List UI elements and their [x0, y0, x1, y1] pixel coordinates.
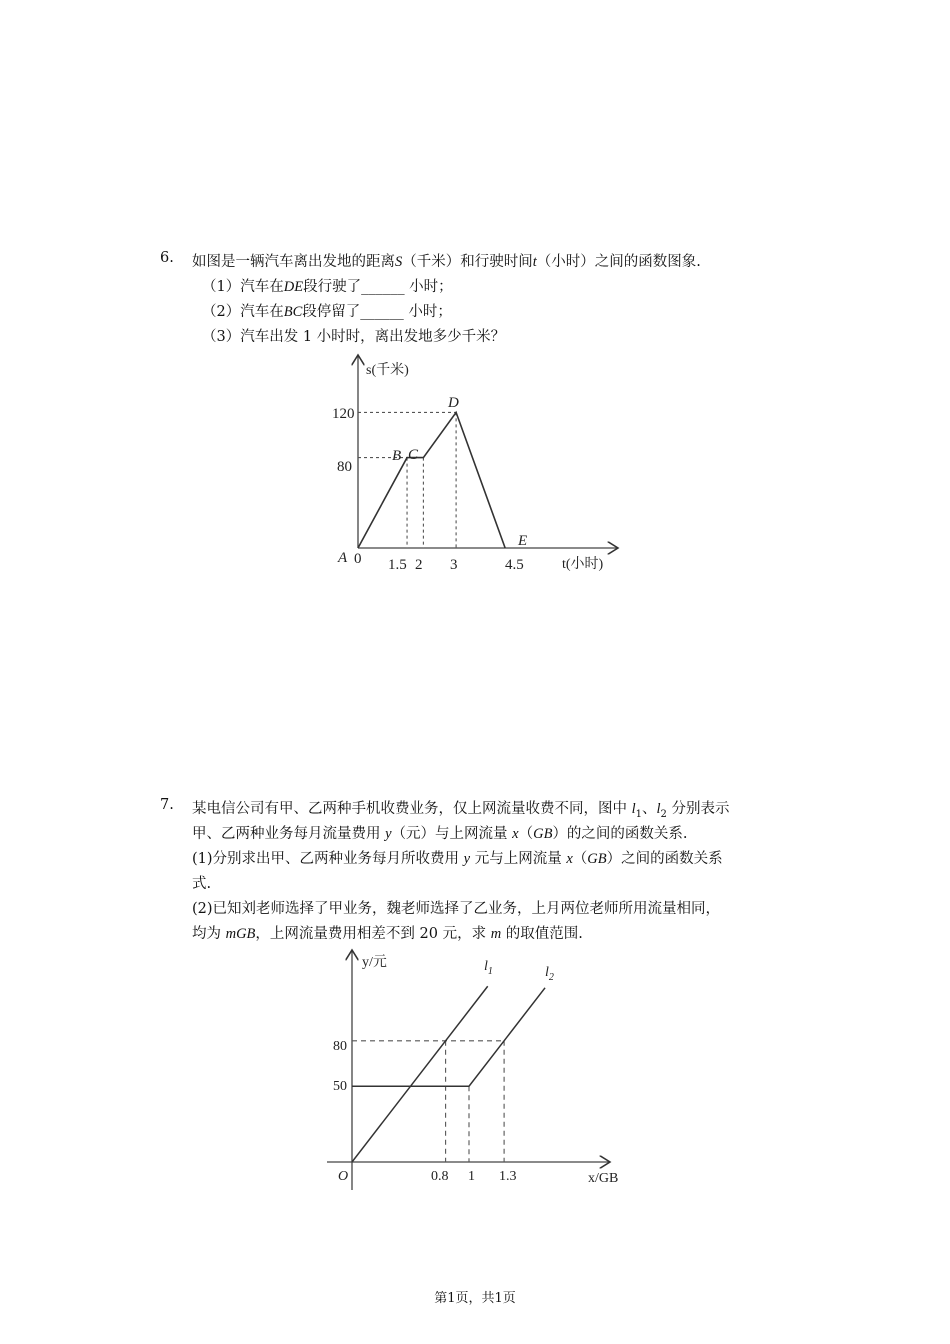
q7-line-5: (2)已知刘老师选择了甲业务，魏老师选择了乙业务，上月两位老师所用流量相同，	[192, 901, 721, 917]
x-tick-1.5: 1.5	[388, 557, 407, 573]
point-label-d: D	[448, 395, 459, 411]
question-number: 7.	[160, 797, 174, 813]
y-tick-50-2: 50	[333, 1079, 347, 1094]
x-tick-3: 3	[450, 557, 458, 573]
q7-line-1: 某电信公司有甲、乙两种手机收费业务，仅上网流量收费不同，图中 $l_1$、$l_2$ 分别表示	[192, 801, 730, 820]
distance-line	[358, 412, 505, 548]
y-axis-label: s(千米)	[366, 363, 409, 378]
question-stem: 如图是一辆汽车离出发地的距离S（千米）和行驶时间t（小时）之间的函数图象.	[192, 254, 701, 270]
line-l1	[352, 986, 488, 1162]
point-label-e: E	[518, 533, 528, 549]
x-tick-1: 1	[468, 1169, 475, 1184]
origin-zero-label: 0	[354, 551, 362, 567]
x-axis-label-2: x/GB	[588, 1171, 619, 1186]
line-l2	[352, 988, 545, 1086]
y-tick-80-2: 80	[333, 1039, 347, 1054]
x-tick-0.8: 0.8	[431, 1169, 449, 1184]
point-label-b: B	[392, 448, 402, 464]
x-tick-1.3: 1.3	[499, 1169, 517, 1184]
line-label-l1: $l_1$	[484, 959, 493, 977]
x-tick-2: 2	[415, 557, 423, 573]
q7-line-4: 式.	[192, 876, 212, 892]
sub-question-1: （1）汽车在DE段行驶了______ 小时；	[202, 279, 453, 295]
x-tick-4.5: 4.5	[505, 557, 524, 573]
q7-line-3: (1)分别求出甲、乙两种业务每月所收费用 y 元与上网流量 x（GB）之间的函数关系	[192, 851, 723, 867]
y-axis-label-2: y/元	[362, 955, 387, 970]
point-label-c: C	[408, 447, 419, 463]
point-label-a: A	[338, 550, 348, 566]
line-label-l2: $l_2$	[545, 965, 554, 983]
question-number: 6.	[160, 250, 174, 266]
page-footer: 第1页，共1页	[434, 1291, 516, 1306]
q7-line-2: 甲、乙两种业务每月流量费用 y（元）与上网流量 x（GB）的之间的函数关系.	[192, 826, 688, 842]
sub-question-3: （3）汽车出发 1 小时时，离出发地多少千米？	[202, 329, 506, 345]
sub-question-2: （2）汽车在BC段停留了______ 小时；	[202, 304, 452, 320]
origin-label-o: O	[338, 1169, 349, 1184]
y-tick-120: 120	[332, 406, 355, 422]
x-axis-label: t(小时)	[562, 557, 604, 572]
q7-line-6: 均为 mGB，上网流量费用相差不到 20 元，求 m 的取值范围.	[192, 926, 583, 942]
y-tick-80: 80	[337, 459, 352, 475]
